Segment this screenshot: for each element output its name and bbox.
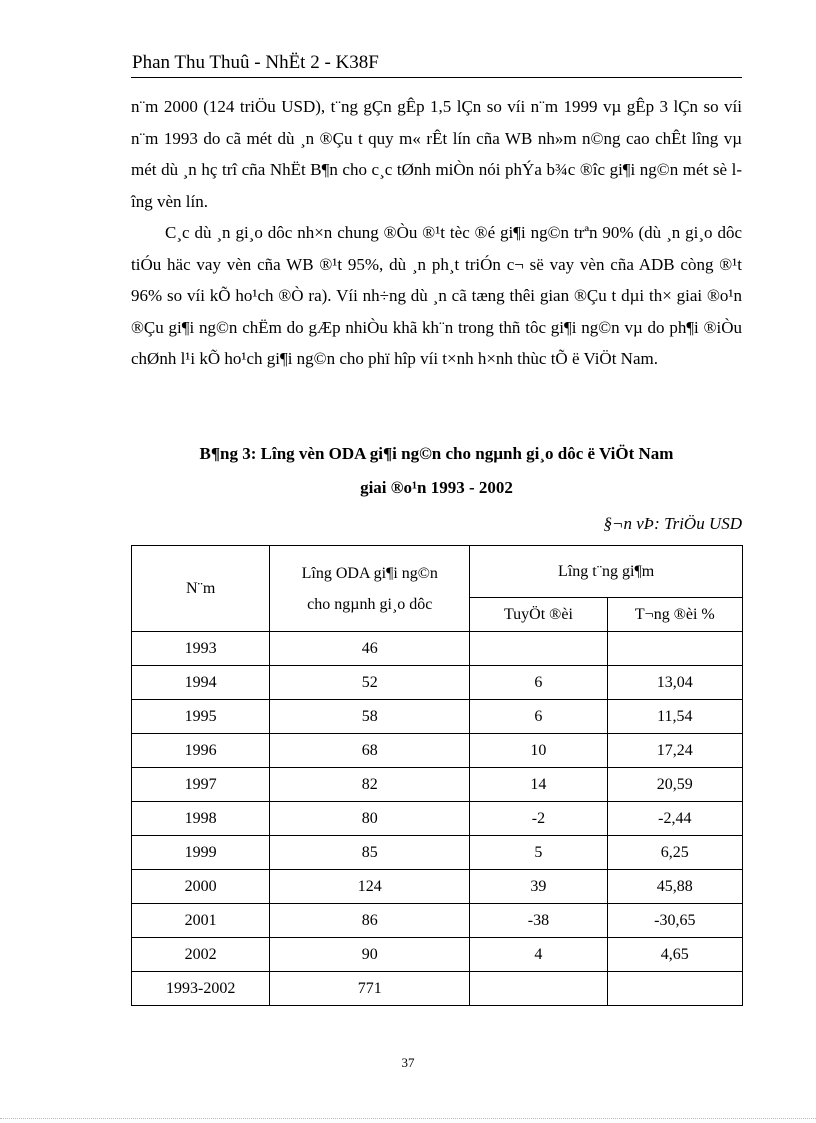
header-relative: T¬ng ®èi % [607, 598, 742, 632]
header-year: N¨m [132, 546, 270, 632]
cell-year: 1993-2002 [132, 972, 270, 1006]
cell-relative: 11,54 [607, 700, 742, 734]
cell-absolute [470, 972, 607, 1006]
paragraph-2: C¸c dù ¸n gi¸o dôc nh×n chung ®Òu ®¹t tèc ®é gi¶i ng©n trªn 90% (dù ¸n gi¸o dôc tiÓu häc vay vèn cña WB ®¹t 95%, dù ¸n ph¸t triÓn c¬ së vay vèn cña ADB còng ®¹t 96% so víi kÕ ho¹ch ®Ò ra). Víi nh÷ng dù ¸n cã tæng thêi gian ®Çu t dµi th× giai ®o¹n ®Çu gi¶i ng©n chËm do gÆp nhiÒu khã kh¨n trong thñ tôc gi¶i ng©n vµ do ph¶i ®iÒu chØnh l¹i kÕ ho¹ch gi¶i ng©n cho phï hîp víi t×nh h×nh thùc tÕ ë ViÖt Nam. [131, 223, 742, 368]
cell-relative [607, 972, 742, 1006]
cell-amount: 86 [270, 904, 470, 938]
table-row [132, 768, 743, 802]
cell-amount: 82 [270, 768, 470, 802]
cell-absolute: 6 [470, 700, 607, 734]
cell-amount: 85 [270, 836, 470, 870]
cell-year: 2001 [132, 904, 270, 938]
cell-year: 1998 [132, 802, 270, 836]
cell-amount: 68 [270, 734, 470, 768]
table-row [132, 972, 743, 1006]
table-unit-label: §¬n vÞ: TriÖu USD [603, 514, 742, 533]
cell-amount: 52 [270, 666, 470, 700]
header-divider [131, 77, 742, 78]
cell-absolute: 6 [470, 666, 607, 700]
table-row [132, 632, 743, 666]
oda-disbursement-table [131, 545, 743, 1006]
cell-relative: -30,65 [607, 904, 742, 938]
cell-year: 2000 [132, 870, 270, 904]
table-row [132, 938, 743, 972]
cell-amount: 124 [270, 870, 470, 904]
cell-year: 1997 [132, 768, 270, 802]
page-number: 37 [401, 1055, 415, 1070]
table-title-period: giai ®o¹n 1993 - 2002 [360, 478, 513, 497]
cell-relative: 4,65 [607, 938, 742, 972]
cell-absolute: -2 [470, 802, 607, 836]
page-bottom-divider [0, 1118, 816, 1119]
cell-year: 1995 [132, 700, 270, 734]
table-row [132, 700, 743, 734]
cell-year: 1993 [132, 632, 270, 666]
table-body [132, 632, 743, 1006]
cell-absolute: 5 [470, 836, 607, 870]
table-row [132, 734, 743, 768]
body-text [131, 91, 742, 375]
cell-relative: 20,59 [607, 768, 742, 802]
cell-absolute: 10 [470, 734, 607, 768]
cell-amount: 80 [270, 802, 470, 836]
cell-absolute: 39 [470, 870, 607, 904]
cell-year: 2002 [132, 938, 270, 972]
table-row [132, 870, 743, 904]
paragraph-1: n¨m 2000 (124 triÖu USD), t¨ng gÇn gÊp 1,5 lÇn so víi n¨m 1999 vµ gÊp 3 lÇn so víi n¨m 1993 do cã mét dù ¸n ®Çu t quy m« rÊt lín cña WB nh»m n©ng cao chÊt lîng vµ mét dù ¸n hç trî cña NhËt B¶n cho c¸c tØnh miÒn nói phÝa b¾c ®îc gi¶i ng©n mét sè lîng vèn lín. [131, 97, 742, 211]
table-row [132, 802, 743, 836]
cell-absolute [470, 632, 607, 666]
header-amount-line-2: cho ngµnh gi¸o dôc [307, 595, 433, 613]
header-growth: Lîng t¨ng gi¶m [470, 546, 743, 598]
running-header: Phan Thu Thuû - NhËt 2 - K38F [132, 52, 379, 73]
cell-amount: 58 [270, 700, 470, 734]
table-row [132, 836, 743, 870]
header-amount-line-1: Lîng ODA gi¶i ng©n [301, 564, 438, 582]
cell-relative [607, 632, 742, 666]
cell-relative: 45,88 [607, 870, 742, 904]
header-amount [270, 546, 470, 632]
cell-relative: -2,44 [607, 802, 742, 836]
cell-year: 1999 [132, 836, 270, 870]
cell-relative: 13,04 [607, 666, 742, 700]
cell-absolute: 4 [470, 938, 607, 972]
cell-absolute: 14 [470, 768, 607, 802]
cell-amount: 90 [270, 938, 470, 972]
table-row [132, 666, 743, 700]
cell-amount: 771 [270, 972, 470, 1006]
table-row [132, 904, 743, 938]
cell-absolute: -38 [470, 904, 607, 938]
cell-relative: 6,25 [607, 836, 742, 870]
cell-year: 1994 [132, 666, 270, 700]
cell-relative: 17,24 [607, 734, 742, 768]
header-absolute: TuyÖt ®èi [470, 598, 607, 632]
cell-amount: 46 [270, 632, 470, 666]
table-title: B¶ng 3: Lîng vèn ODA gi¶i ng©n cho ngµnh gi¸o dôc ë ViÖt Nam [199, 444, 674, 463]
cell-year: 1996 [132, 734, 270, 768]
